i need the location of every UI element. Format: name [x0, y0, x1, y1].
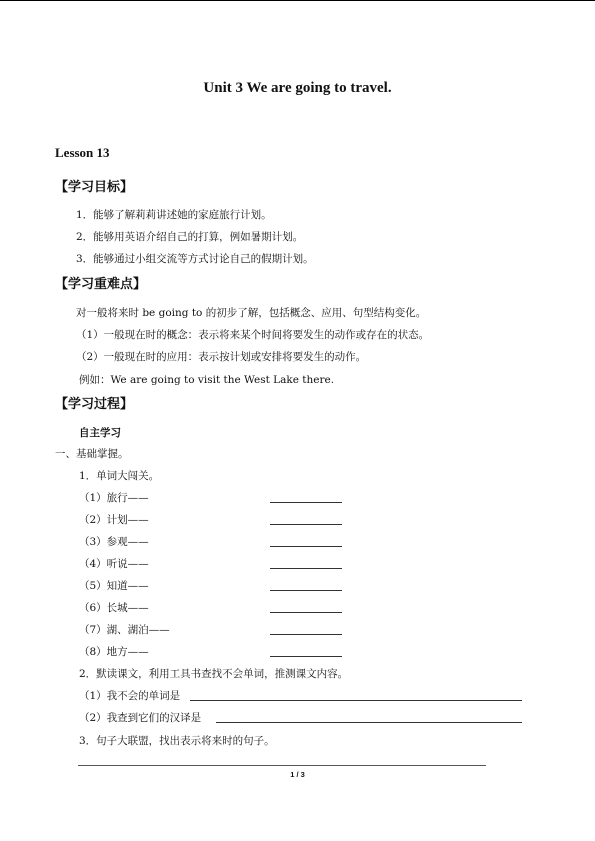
keypoint-example: 例如：We are going to visit the West Lake there. [79, 374, 335, 386]
word-item: （3）参观—— [79, 536, 149, 548]
goal-item: 2．能够用英语介绍自己的打算，例如暑期计划。 [76, 231, 304, 243]
word-item: （1）旅行—— [79, 492, 149, 504]
question-3: 3．句子大联盟，找出表示将来时的句子。 [79, 735, 275, 747]
answer-blank[interactable] [270, 634, 342, 635]
word-item: （2）计划—— [79, 514, 149, 526]
self-study-label: 自主学习 [79, 427, 121, 439]
word-item: （8）地方—— [79, 646, 149, 658]
page-number: 1 / 3 [290, 770, 305, 779]
goal-item: 3．能够通过小组交流等方式讨论自己的假期计划。 [76, 253, 314, 265]
process-heading: 【学习过程】 [55, 397, 134, 412]
keypoints-heading: 【学习重难点】 [55, 277, 147, 292]
answer-blank[interactable] [270, 502, 342, 503]
keypoint-item: 对一般将来时 be going to 的初步了解，包括概念、应用、句型结构变化。 [76, 307, 427, 319]
keypoint-item: （2）一般现在时的应用：表示按计划或安排将要发生的动作。 [76, 351, 367, 363]
goals-heading: 【学习目标】 [55, 180, 134, 195]
lesson-heading: Lesson 13 [55, 145, 110, 160]
answer-blank[interactable] [270, 590, 342, 591]
question-2a-answer-line[interactable] [190, 700, 522, 701]
answer-blank[interactable] [270, 524, 342, 525]
answer-blank[interactable] [270, 546, 342, 547]
word-item: （7）湖、湖泊—— [79, 624, 170, 636]
keypoint-item: （1）一般现在时的概念：表示将来某个时间将要发生的动作或存在的状态。 [76, 329, 430, 341]
question-2: 2．默读课文，利用工具书查找不会单词，推测课文内容。 [79, 668, 349, 680]
answer-blank[interactable] [270, 568, 342, 569]
answer-blank[interactable] [270, 656, 342, 657]
word-item: （5）知道—— [79, 580, 149, 592]
page-title: Unit 3 We are going to travel. [203, 80, 392, 96]
answer-blank[interactable] [270, 612, 342, 613]
answer-line-q3[interactable] [78, 765, 486, 766]
word-item: （4）听说—— [79, 558, 149, 570]
word-item: （6）长城—— [79, 602, 149, 614]
question-2a-label: （1）我不会的单词是 [79, 690, 181, 702]
top-border-line [0, 0, 595, 1]
question-2b-answer-line[interactable] [216, 722, 522, 723]
goal-item: 1．能够了解莉莉讲述她的家庭旅行计划。 [76, 209, 272, 221]
question-2b-label: （2）我查到它们的汉译是 [79, 712, 202, 724]
part-one-heading: 一、基础掌握。 [55, 448, 129, 460]
question-1: 1．单词大闯关。 [79, 470, 160, 482]
